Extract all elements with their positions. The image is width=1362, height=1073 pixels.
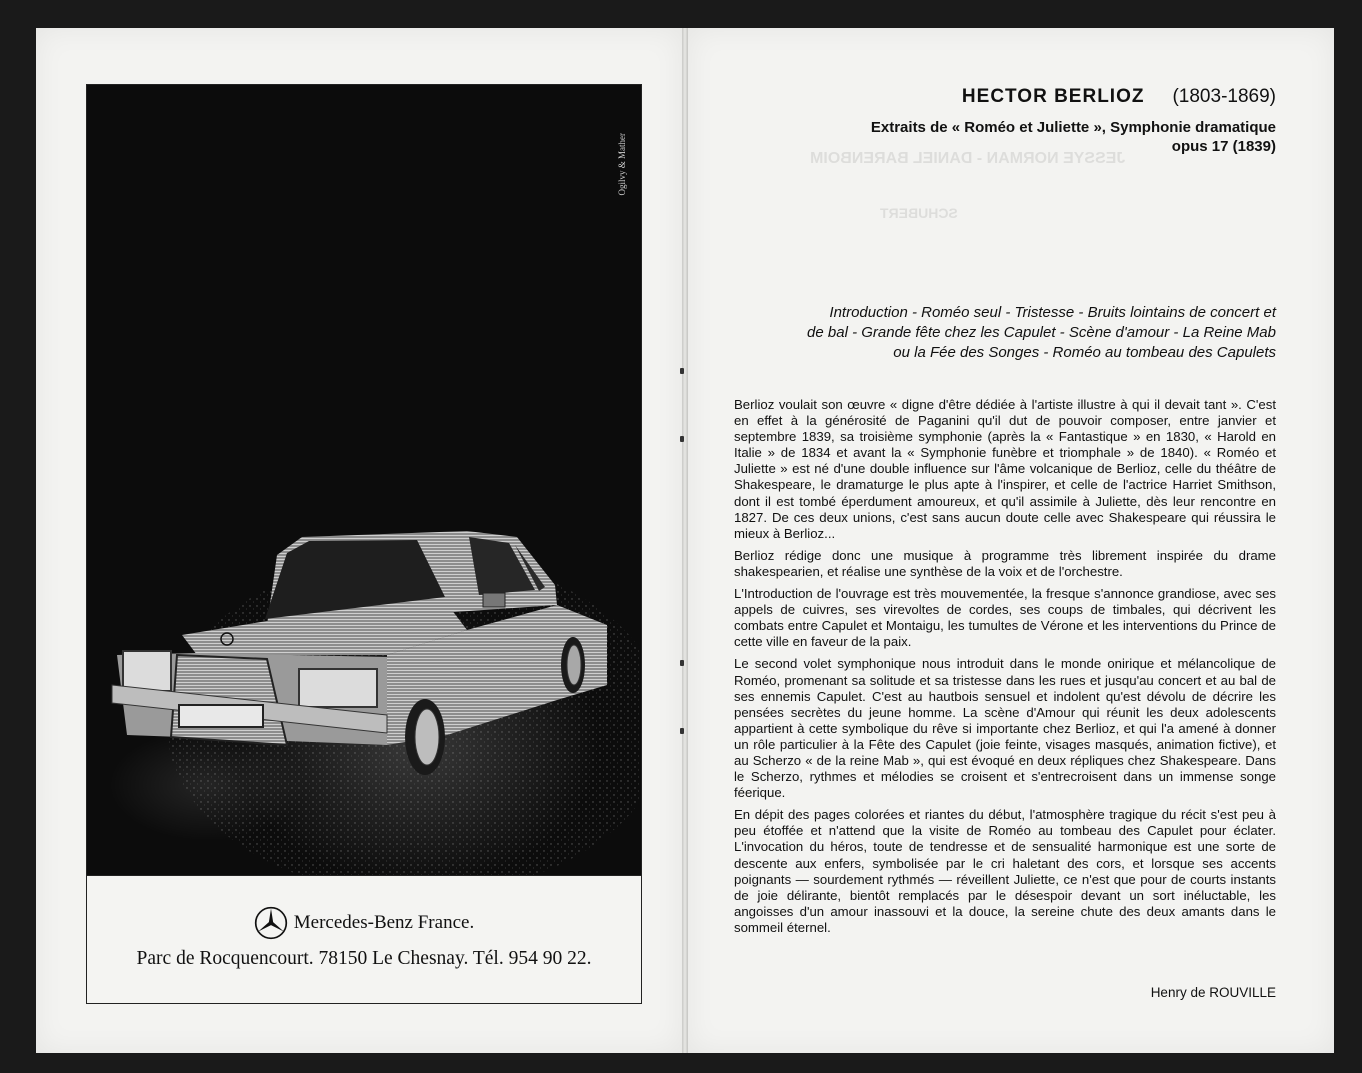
car-photo: [87, 85, 641, 875]
author-signature: Henry de ROUVILLE: [1150, 985, 1276, 1000]
movements-list: [734, 303, 1276, 363]
movements-line: ou la Fée des Songes - Roméo au tombeau des Capulets: [893, 344, 1276, 361]
staple: [680, 436, 684, 442]
agency-credit: Ogilvy & Mather: [617, 133, 627, 196]
work-title-line: Extraits de « Roméo et Juliette », Symphonie dramatique: [870, 119, 1276, 136]
bleed-through-shadow: SCHUBERT: [880, 205, 958, 221]
notes-paragraph: En dépit des pages colorées et riantes du début, l'atmosphère tragique du récit s'est peu à peu étoffée et n'attend que la visite de Roméo au tombeau des Capulet pour éclater. L'invocation du héros, toute de tendresse et de sensualité harmonique est une sorte de descente aux enfers, symbolisée par le cri haletant des cors, et lorsque ses accents poignants — sourdement rythmés — réveillent Juliette, ce n'est que pour de courts instants de joie délirante, bientôt remplacés par le désespoir devant un sort inéluctable, les angoisses d'un amour inassouvi et la douce, la sereine chute des deux amants dans le sommeil éternel.: [734, 807, 1276, 935]
ad-footer: [87, 875, 641, 1004]
staple: [680, 728, 684, 734]
notes-paragraph: L'Introduction de l'ouvrage est très mouvementée, la fresque s'annonce grandiose, avec ses appels de cuivres, ses virevoltes de cordes, ses coups de timbales, qui décrivent les combats entre Capulet et Montaigu, les tumultes de Vérone et les interventions du Prince de cette ville en faveur de la paix.: [734, 586, 1276, 650]
staple: [680, 368, 684, 374]
book-gutter: [682, 28, 688, 1053]
program-notes: [734, 397, 1276, 942]
mercedes-star-icon: [254, 906, 288, 940]
work-title-line: opus 17 (1839): [1171, 138, 1276, 155]
notes-paragraph: Berlioz voulait son œuvre « digne d'être dédiée à l'artiste illustre à qui il devait tant ». C'est en effet à la générosité de Paganini qu'il dut de pouvoir composer, entre janvier et septembre 1839, sa troisième symphonie (après la « Fantastique » en 1830, « Harold en Italie » de 1834 et avant la « Symphonie funèbre et triomphale » de 1840). « Roméo et Juliette » est né d'une double influence sur l'âme volcanique de Berlioz, celle du théâtre de Shakespeare, le dramaturge le plus apte à l'inspirer, et celle de l'actrice Harriet Smithson, dont il est tombé éperdument amoureux, et qu'il assimile à Juliette, dès leur rencontre en 1827. De ces deux unions, c'est sans aucun doute celle avec Shakespeare qui réussira le mieux à Berlioz...: [734, 397, 1276, 541]
mercedes-advertisement: [86, 84, 642, 1004]
brand-line: [87, 906, 641, 940]
notes-paragraph: Le second volet symphonique nous introduit dans le monde onirique et mélancolique de Roméo, promenant sa solitude et sa tristesse dans les rues et jusqu'au concert et au bal de ses ennemis Capulet. C'est au hautbois sensuel et indolent qu'est dévolu de décrire les pensées secrètes du jeune homme. La scène d'Amour qui réunit les deux adolescents appartient à cette symbolique du rêve si importante chez Berlioz, et qui l'a amené à donner un rôle particulier à la Fête des Capulet (joie feinte, visages masqués, animation fictive), et au Scherzo « de la reine Mab », qui est évoqué en deux répliques chez Shakespeare. Dans le Scherzo, rythmes et mélodies se croisent et s'entrecroisent dans un immense songe féerique.: [734, 656, 1276, 801]
brand-name: Mercedes-Benz France.: [293, 912, 475, 933]
brand-address: Parc de Rocquencourt. 78150 Le Chesnay. Tél. 954 90 22.: [136, 948, 592, 969]
work-title: [756, 118, 1276, 156]
movements-line: Introduction - Roméo seul - Tristesse - Bruits lointains de concert et: [829, 304, 1276, 321]
notes-paragraph: Berlioz rédige donc une musique à programme très librement inspirée du drame shakespearien, et réalise une synthèse de la voix et de l'orchestre.: [734, 547, 1276, 579]
composer-heading: [962, 86, 1276, 108]
movements-line: de bal - Grande fête chez les Capulet - Scène d'amour - La Reine Mab: [807, 324, 1276, 341]
mercedes-sedan-illustration: [87, 85, 641, 875]
staple: [680, 660, 684, 666]
composer-years: (1803-1869): [1172, 86, 1276, 107]
bleed-through-shadow: JESSYE NORMAN - DANIEL BARENBOIM: [810, 150, 1126, 167]
composer-name: HECTOR BERLIOZ: [961, 86, 1145, 107]
